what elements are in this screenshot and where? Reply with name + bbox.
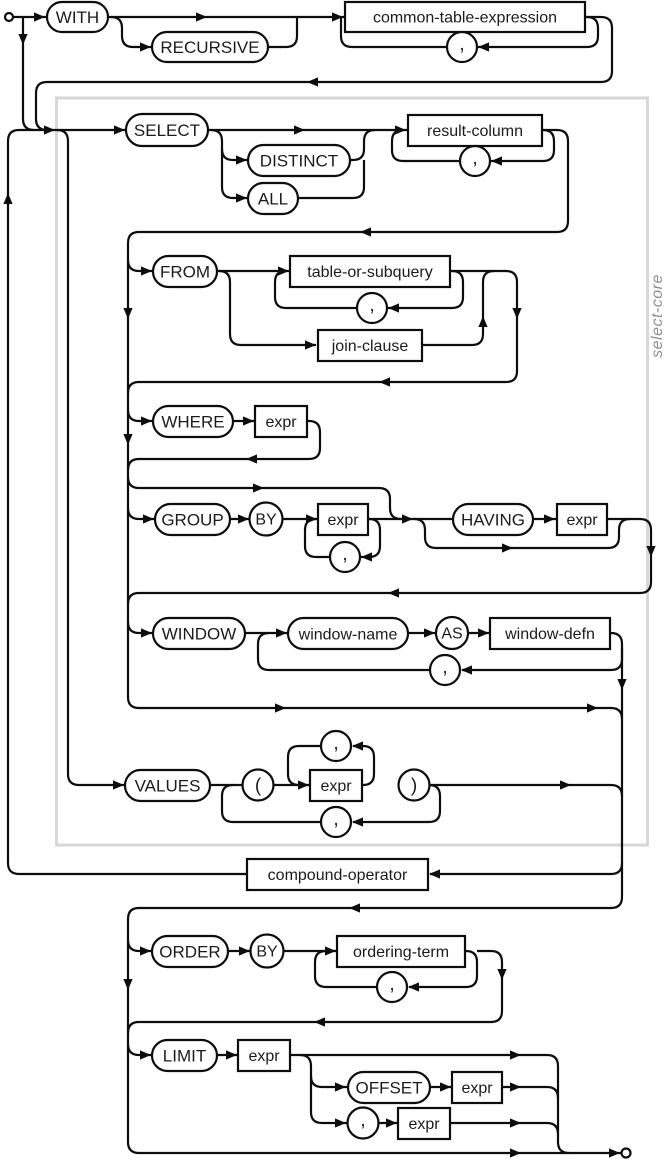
arrowhead-icon — [243, 416, 254, 425]
arrowhead-icon — [408, 982, 419, 991]
connector-line — [450, 1123, 558, 1134]
nonterminal-table-or-subquery-label: table-or-subquery — [307, 264, 433, 281]
nonterminal-result-column[interactable] — [408, 115, 542, 146]
arrowhead-icon — [335, 1118, 346, 1127]
nonterminal-common-table-expression-label: common-table-expression — [372, 9, 558, 27]
keyword-limit-label: LIMIT — [162, 1046, 207, 1066]
nonterminal-window-defn[interactable] — [490, 618, 610, 649]
arrowhead-icon — [239, 946, 250, 955]
keyword-with-label: WITH — [55, 8, 100, 27]
arrowhead-icon — [253, 483, 264, 492]
arrowhead-icon — [587, 703, 598, 712]
connector-line — [311, 1076, 347, 1123]
keyword-group — [155, 504, 230, 535]
keyword-window — [153, 618, 245, 649]
comma-separator-ordering-term — [377, 972, 407, 1002]
keyword-by-order-label: BY — [256, 943, 278, 961]
nonterminal-ordering-term-label: ordering-term — [352, 944, 450, 961]
connector-line — [128, 508, 155, 519]
arrowhead-icon — [544, 514, 555, 523]
arrowhead-icon — [123, 434, 132, 445]
keyword-distinct — [248, 145, 350, 176]
arrowhead-icon — [140, 946, 151, 955]
nonterminal-expr-having-label: expr — [566, 512, 598, 529]
arrowhead-icon — [510, 1050, 521, 1059]
arrowhead-icon — [44, 125, 55, 134]
keyword-from-label: FROM — [159, 262, 211, 282]
arrowhead-icon — [402, 514, 413, 523]
arrowhead-icon — [461, 665, 472, 674]
arrowhead-icon — [352, 741, 363, 750]
keyword-window-label: WINDOW — [161, 624, 237, 644]
arrowhead-icon — [141, 628, 152, 637]
connector-line — [462, 648, 622, 670]
arrowhead-icon — [18, 34, 27, 45]
comma-separator-result-column-label: , — [472, 148, 478, 169]
nonterminal-expr-where[interactable] — [255, 406, 307, 437]
arrowhead-icon — [361, 552, 372, 561]
keyword-values-label: VALUES — [134, 776, 201, 796]
comma-separator-values-outer — [321, 807, 351, 837]
nonterminal-expr-limit-label: expr — [248, 1048, 280, 1065]
arrowhead-icon — [491, 156, 502, 165]
keyword-all-label: ALL — [257, 189, 289, 209]
connector-line — [268, 17, 297, 47]
comma-separator-window — [430, 655, 460, 685]
arrowhead-icon — [497, 969, 506, 980]
comma-separator-values-inner-label: , — [333, 733, 339, 754]
connector-line — [211, 130, 247, 160]
comma-separator-group-by — [330, 542, 360, 572]
arrowhead-icon — [314, 1017, 325, 1026]
nonterminal-ordering-term[interactable] — [337, 936, 465, 967]
nonterminal-compound-operator-label: compound-operator — [267, 867, 408, 884]
arrowhead-icon — [379, 377, 390, 386]
comma-separator-window-label: , — [442, 657, 448, 678]
arrowhead-icon — [141, 266, 152, 275]
nonterminal-expr-limit[interactable] — [238, 1040, 290, 1071]
connector-line — [350, 130, 375, 160]
arrowhead-icon — [140, 42, 151, 51]
arrowhead-icon — [238, 514, 249, 523]
nonterminal-expr-group-by[interactable] — [318, 504, 368, 535]
arrowhead-icon — [510, 1118, 521, 1127]
nonterminal-expr-having[interactable] — [557, 504, 607, 535]
comma-separator-limit — [348, 1108, 379, 1139]
keyword-recursive — [152, 32, 268, 62]
arrowhead-icon — [335, 1082, 346, 1091]
arrowhead-icon — [478, 628, 489, 637]
nonterminal-expr-values-label: expr — [320, 778, 352, 795]
keyword-having — [453, 504, 533, 535]
arrowhead-icon — [388, 588, 399, 597]
arrowhead-icon — [510, 1148, 521, 1157]
arrowhead-icon — [478, 42, 489, 51]
nonterminal-expr-values[interactable] — [310, 770, 362, 801]
keyword-recursive-label: RECURSIVE — [160, 38, 260, 57]
nonterminal-result-column-label: result-column — [426, 123, 524, 140]
keyword-limit — [152, 1040, 217, 1071]
connector-line — [429, 785, 622, 796]
arrowhead-icon — [226, 1050, 237, 1059]
arrowhead-icon — [276, 628, 287, 637]
nonterminal-join-clause-label: join-clause — [331, 338, 409, 355]
connector-line — [128, 260, 152, 271]
arrowhead-icon — [478, 316, 487, 327]
arrowhead-icon — [388, 303, 399, 312]
nonterminal-common-table-expression[interactable] — [345, 2, 585, 32]
keyword-by-label: BY — [255, 511, 277, 529]
nonterminal-expr-limit-comma-label: expr — [408, 1116, 440, 1133]
comma-separator-table-or-subquery — [357, 293, 387, 323]
nonterminal-compound-operator[interactable] — [247, 859, 428, 890]
nonterminal-expr-offset[interactable] — [452, 1072, 502, 1103]
start-terminal-icon — [5, 13, 13, 21]
connector-line — [57, 130, 125, 785]
arrowhead-icon — [246, 454, 257, 463]
arrowhead-icon — [386, 1118, 397, 1127]
connector-line — [430, 863, 622, 874]
arrowhead-icon — [278, 266, 289, 275]
open-paren-label: ( — [254, 775, 262, 797]
arrowhead-icon — [114, 125, 125, 134]
keyword-select-label: SELECT — [133, 121, 201, 140]
keyword-where-label: WHERE — [161, 412, 225, 432]
arrowhead-icon — [512, 308, 521, 319]
nonterminal-window-defn-label: window-defn — [505, 626, 595, 643]
comma-separator-values-outer-label: , — [333, 809, 339, 830]
arrowhead-icon — [294, 125, 305, 134]
arrowhead-icon — [560, 780, 571, 789]
arrowhead-icon — [196, 12, 207, 21]
keyword-order — [152, 936, 228, 967]
arrowhead-icon — [140, 1050, 151, 1059]
arrowhead-icon — [325, 946, 336, 955]
nonterminal-join-clause[interactable] — [318, 330, 422, 361]
select-core-container-box — [57, 98, 648, 845]
connector-line — [128, 622, 153, 633]
arrowheads — [3, 9, 655, 1157]
keyword-with — [47, 2, 108, 32]
arrowhead-icon — [429, 869, 440, 878]
keyword-all — [248, 183, 298, 214]
arrowhead-icon — [502, 543, 513, 552]
comma-separator-values-inner — [321, 731, 351, 761]
keyword-select — [126, 114, 208, 146]
connector-line — [111, 17, 152, 47]
connector-line — [300, 1055, 347, 1087]
nonterminal-window-name — [288, 618, 408, 649]
nonterminal-expr-limit-comma[interactable] — [398, 1108, 450, 1139]
keyword-order-label: ORDER — [159, 942, 221, 962]
end-terminal-icon — [622, 1149, 631, 1158]
connector-line — [23, 17, 34, 130]
comma-separator-group-by-label: , — [342, 544, 348, 565]
arrowhead-icon — [306, 514, 317, 523]
comma-separator-table-or-subquery-label: , — [369, 295, 375, 316]
connector-line — [128, 410, 152, 421]
arrowhead-icon — [3, 193, 12, 204]
arrowhead-icon — [609, 1148, 620, 1157]
arrowhead-icon — [307, 77, 318, 86]
open-paren — [243, 770, 274, 801]
comma-separator-cte — [447, 32, 477, 62]
nonterminal-window-name-label: window-name — [298, 626, 398, 644]
comma-separator-cte-label: , — [459, 34, 465, 55]
arrowhead-icon — [34, 12, 45, 21]
select-core-label: select-core — [649, 274, 666, 358]
arrowhead-icon — [123, 308, 132, 319]
arrowhead-icon — [349, 903, 360, 912]
arrowhead-icon — [143, 514, 154, 523]
connector-wires — [8, 17, 651, 1153]
keyword-values — [125, 770, 210, 801]
keyword-distinct-label: DISTINCT — [259, 151, 339, 171]
comma-separator-result-column — [460, 146, 490, 176]
nonterminal-expr-where-label: expr — [265, 414, 297, 431]
arrowhead-icon — [275, 703, 286, 712]
arrowhead-icon — [440, 1082, 451, 1091]
arrowhead-icon — [236, 155, 247, 164]
arrowhead-icon — [617, 679, 626, 690]
arrowhead-icon — [236, 193, 247, 202]
keyword-offset — [348, 1072, 430, 1103]
nonterminal-expr-group-by-label: expr — [327, 512, 359, 529]
keyword-having-label: HAVING — [461, 510, 525, 530]
comma-separator-limit-label: , — [360, 1110, 366, 1131]
nonterminal-expr-offset-label: expr — [461, 1080, 493, 1097]
keyword-by-order — [251, 935, 284, 968]
connector-line — [222, 149, 247, 198]
arrowhead-icon — [395, 125, 406, 134]
close-paren — [399, 770, 430, 801]
diagram-nodes — [47, 2, 610, 1139]
keyword-group-label: GROUP — [161, 510, 224, 530]
arrowhead-icon — [123, 979, 132, 990]
comma-separator-ordering-term-label: , — [389, 974, 395, 995]
arrowhead-icon — [113, 780, 124, 789]
nonterminal-table-or-subquery[interactable] — [290, 256, 450, 287]
arrowhead-icon — [141, 416, 152, 425]
arrowhead-icon — [352, 817, 363, 826]
arrowhead-icon — [424, 628, 435, 637]
keyword-from — [153, 256, 217, 287]
close-paren-label: ) — [410, 775, 418, 797]
keyword-by — [250, 503, 283, 536]
keyword-as-label: AS — [441, 625, 463, 643]
arrowhead-icon — [305, 340, 316, 349]
arrowhead-icon — [510, 1082, 521, 1091]
keyword-as — [436, 617, 468, 649]
keyword-offset-label: OFFSET — [355, 1078, 423, 1098]
keyword-where — [153, 406, 233, 437]
arrowhead-icon — [360, 227, 371, 236]
arrowhead-icon — [298, 780, 309, 789]
